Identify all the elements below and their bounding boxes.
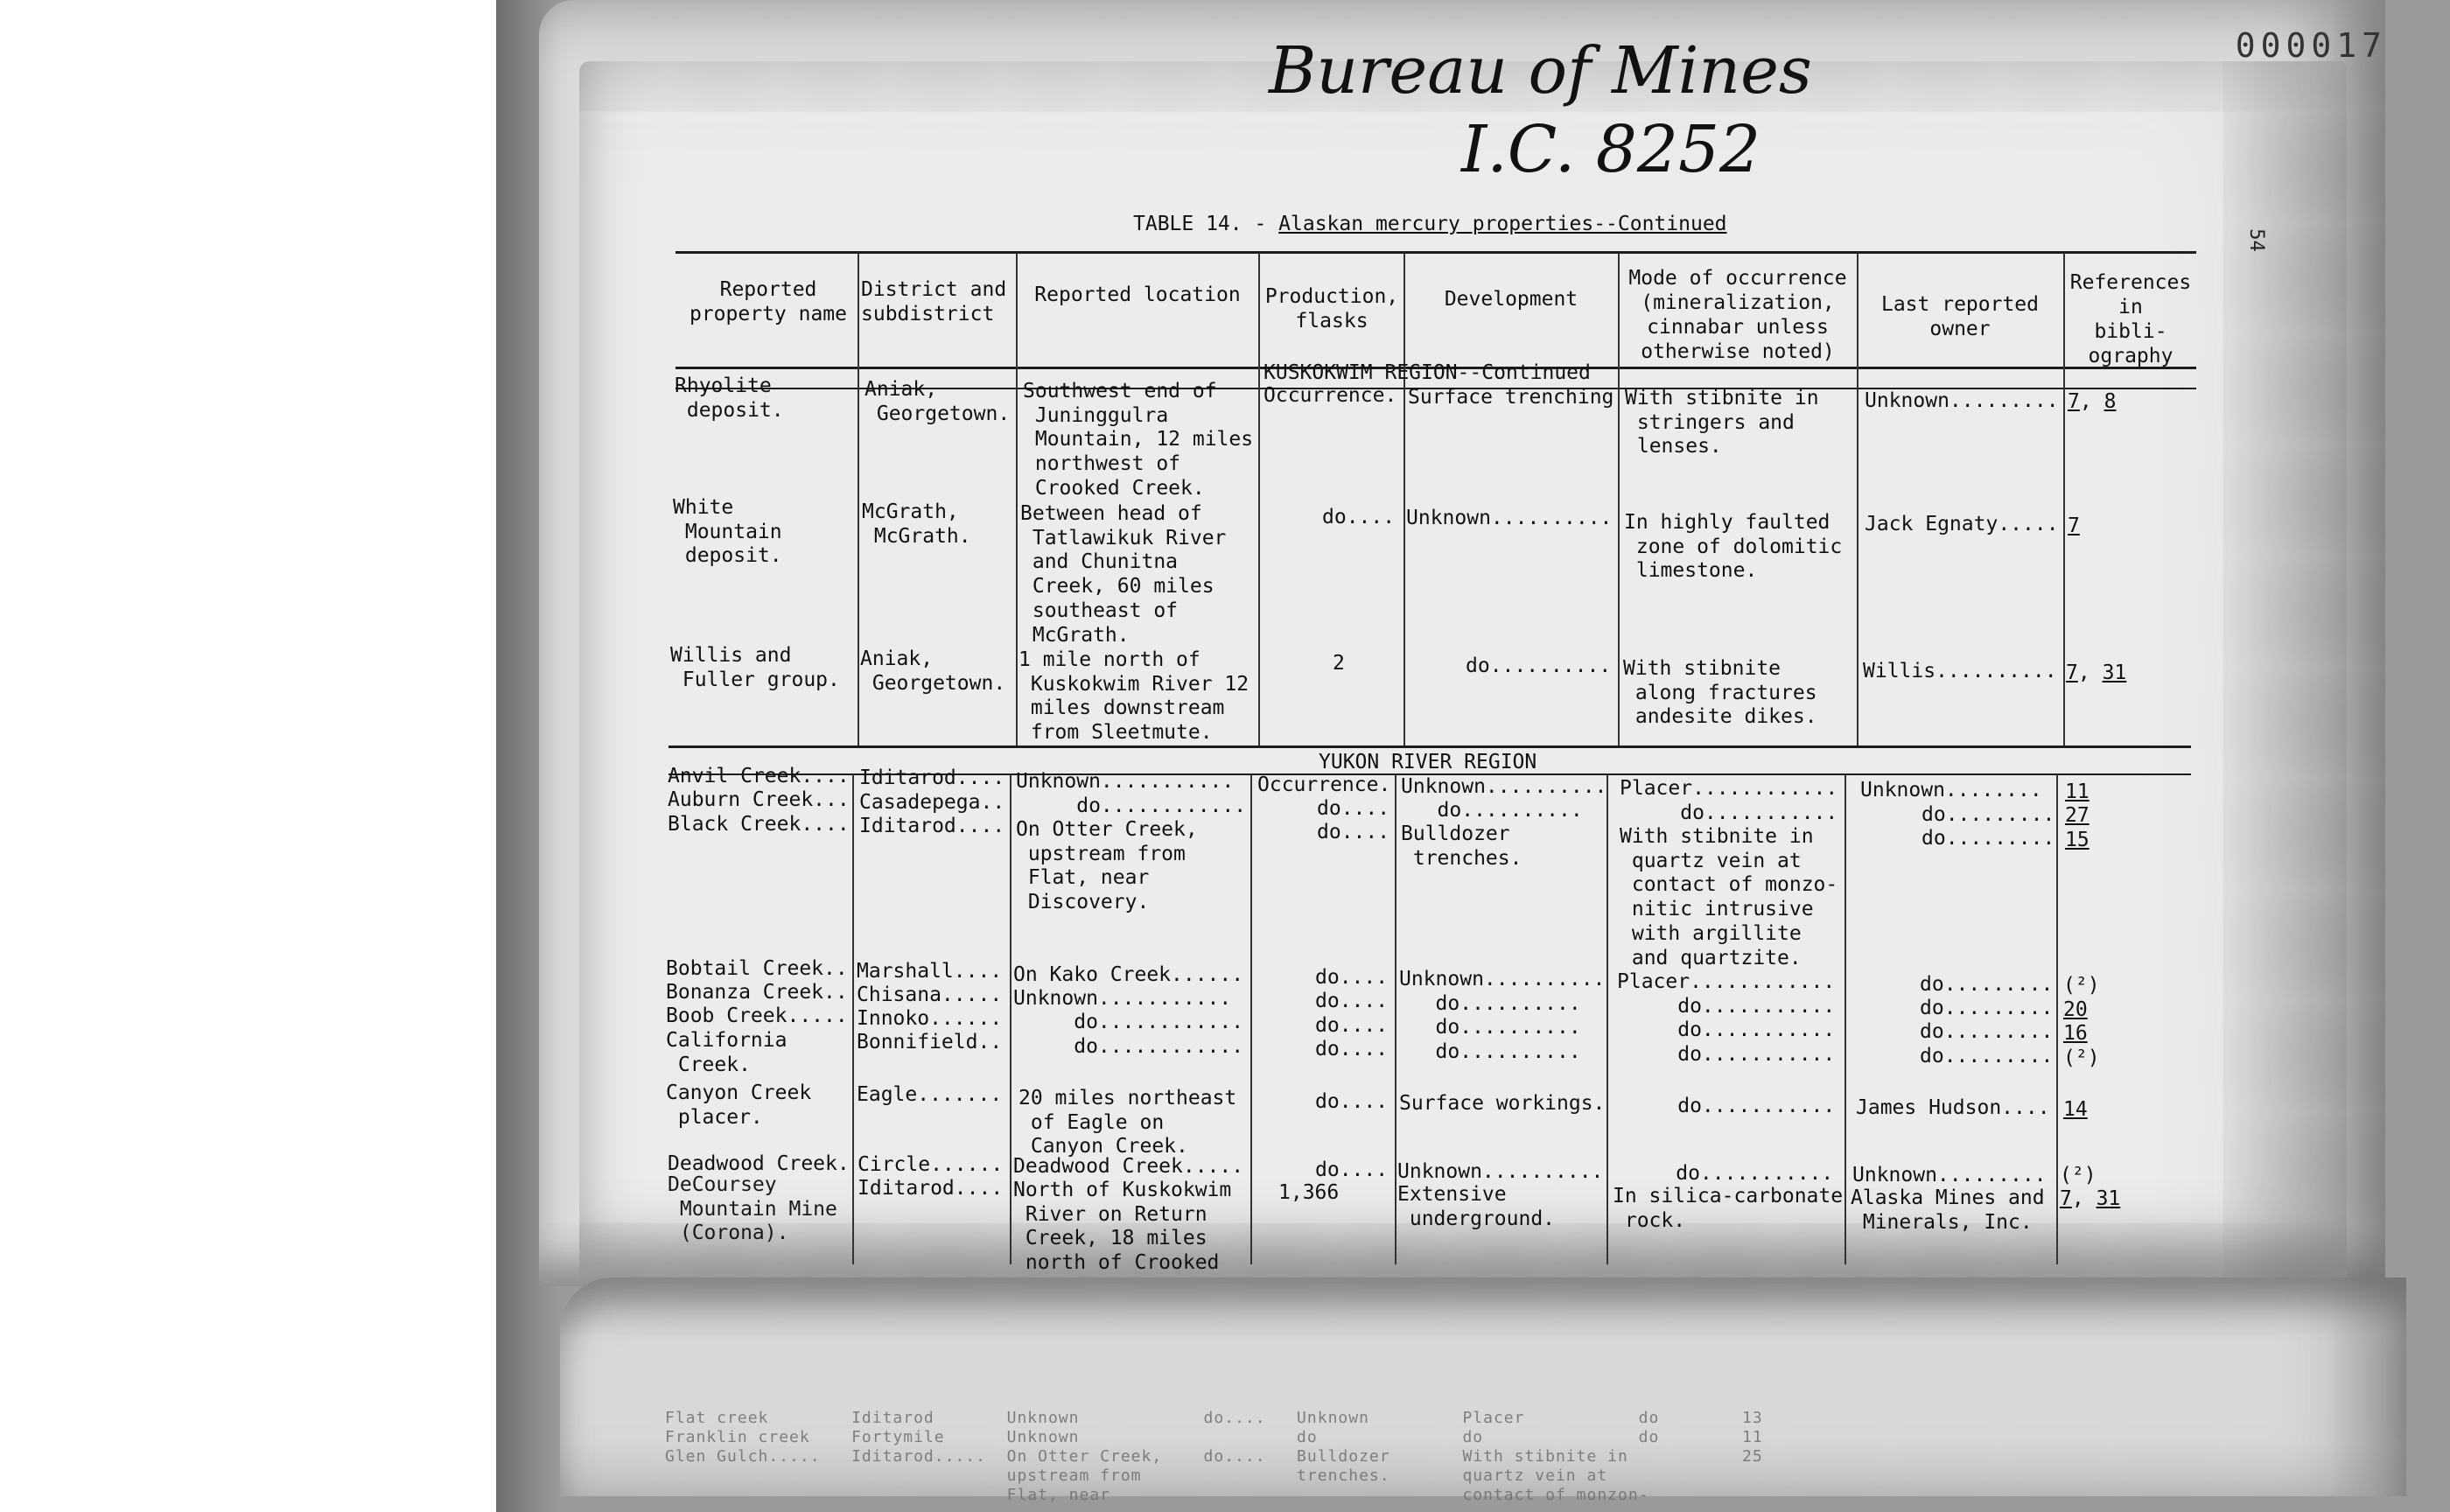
cell-production: Occurrence. (1264, 384, 1397, 407)
col-divider (1250, 774, 1252, 1264)
cell-mode: In highly faulted zone of dolomitic limestone. (1624, 511, 1843, 583)
cell-development: do.......... (1399, 1040, 1581, 1063)
cell-property: Anvil Creek.... (668, 765, 850, 788)
reference-link: 14 (2063, 1098, 2088, 1121)
cell-property: Auburn Creek... (668, 788, 850, 811)
cell-owner: Alaska Mines and Minerals, Inc. (1851, 1186, 2045, 1234)
cell-mode: do........... (1617, 1043, 1836, 1066)
col-divider (1016, 253, 1018, 746)
handwritten-note-line1: Bureau of Mines (1269, 33, 1812, 108)
cell-references (2063, 998, 2088, 1023)
cell-location: Deadwood Creek..... (1013, 1155, 1244, 1178)
cell-district: Casadepega.. (859, 791, 1005, 814)
ghost-text-line: Glen Gulch..... Iditarod..... On Otter Creek, do.... Bulldozer With stibnite in 25 (665, 1447, 1763, 1466)
cell-district: Innoko...... (857, 1007, 1003, 1030)
ghost-text-line: Franklin creek Fortymile Unknown do do do 11 (665, 1428, 1763, 1446)
reference-link: 7 (2068, 514, 2080, 537)
cell-property: Willis and Fuller group. (670, 644, 840, 691)
cell-development: do.......... (1466, 654, 1612, 677)
page-stamp-number: 000017 (2235, 26, 2387, 65)
reference-footnote: (²) (2063, 974, 2100, 997)
col-divider (858, 253, 859, 746)
cell-owner: Unknown......... (1852, 1164, 2047, 1186)
cell-references (2063, 1098, 2088, 1123)
reference-link: 20 (2063, 998, 2088, 1021)
cell-location: do............ (1013, 1035, 1244, 1058)
cell-mode: Placer............ (1617, 970, 1836, 993)
cell-property: Canyon Creek placer. (666, 1082, 812, 1129)
cell-production: 1,366 (1278, 1181, 1340, 1204)
cell-production: do.... (1315, 966, 1389, 989)
cell-mode: do........... (1617, 995, 1836, 1018)
col-divider (1844, 774, 1846, 1264)
cell-owner: Jack Egnaty..... (1865, 513, 2059, 536)
cell-development: Unknown.......... (1397, 1160, 1604, 1183)
cell-production: 2 (1333, 652, 1345, 675)
cell-owner: do......... (1920, 1045, 2054, 1068)
cell-property: Bobtail Creek.. (666, 957, 848, 980)
cell-references (2065, 780, 2090, 805)
cell-references (2063, 1046, 2100, 1071)
cell-property: Bonanza Creek.. (666, 981, 848, 1004)
cell-production: do.... (1315, 1158, 1389, 1181)
cell-owner: Unknown......... (1865, 389, 2059, 412)
cell-owner: do......... (1920, 1020, 2054, 1043)
cell-owner: do......... (1922, 827, 2055, 850)
cell-owner: James Hudson.... (1856, 1096, 2050, 1119)
cell-mode: do........... (1615, 1162, 1834, 1185)
reference-link: 7 (2068, 390, 2080, 413)
cell-property: White Mountain deposit. (673, 496, 782, 568)
cell-property: Black Creek.... (668, 813, 850, 836)
cell-location: 20 miles northeast of Eagle on Canyon Creek. (1018, 1087, 1237, 1158)
cell-mode: do........... (1620, 802, 1838, 824)
cell-production: do.... (1317, 821, 1390, 844)
table-caption (1133, 213, 1727, 235)
cell-property: Deadwood Creek. (668, 1152, 850, 1175)
cell-location: do............ (1016, 794, 1247, 817)
cell-owner: do......... (1920, 973, 2054, 996)
cell-development: Unknown.......... (1406, 507, 1613, 529)
ghost-text-line: upstream from trenches. quartz vein at (665, 1466, 1608, 1485)
column-header: Development (1444, 288, 1578, 311)
caption-prefix: TABLE 14. - (1133, 213, 1279, 235)
cell-production: do.... (1317, 797, 1390, 820)
ghost-text-line: Flat creek Iditarod Unknown do.... Unknown Placer do 13 (665, 1409, 1763, 1427)
column-header: Last reported owner (1880, 293, 2039, 340)
cell-references (2060, 1164, 2096, 1188)
cell-production: do.... (1315, 1038, 1389, 1060)
cell-production: Occurrence. (1257, 774, 1391, 796)
cell-district: Aniak, Georgetown. (860, 648, 1006, 695)
cell-development: Unknown.......... (1399, 968, 1606, 990)
table-top-rule (676, 251, 2196, 254)
cell-development: do.......... (1401, 799, 1583, 822)
cell-mode: do........... (1617, 1095, 1836, 1117)
cell-district: Iditarod.... (859, 766, 1005, 789)
reference-link: 31 (2096, 1187, 2121, 1210)
column-header: District and subdistrict (861, 278, 1007, 326)
cell-property: DeCoursey Mountain Mine (Corona). (668, 1173, 837, 1245)
cell-mode: Placer............ (1620, 777, 1838, 800)
cell-production: do.... (1315, 1014, 1389, 1037)
cell-location: 1 mile north of Kuskokwim River 12 miles downstream from Sleetmute. (1018, 648, 1250, 745)
handwritten-note-line2: I.C. 8252 (1461, 112, 1761, 187)
column-header: Reported property name (689, 278, 847, 326)
cell-district: Aniak, Georgetown. (864, 378, 1011, 425)
cell-references: 7, 31 (2060, 1187, 2121, 1210)
cell-property: Rhyolite deposit. (675, 374, 784, 422)
cell-development: Bulldozer trenches. (1401, 822, 1522, 870)
folded-page-edge (560, 1278, 2406, 1504)
cell-development: Unknown.......... (1401, 775, 1607, 798)
caption-title: Alaskan mercury properties--Continued (1278, 213, 1727, 235)
cell-development: do.......... (1399, 992, 1581, 1015)
cell-location: On Kako Creek...... (1013, 963, 1244, 986)
reference-link: 11 (2065, 780, 2090, 803)
cell-district: Marshall.... (857, 960, 1003, 983)
cell-location: North of Kuskokwim River on Return Creek, 18 miles north of Crooked (1013, 1179, 1232, 1275)
col-divider (852, 774, 854, 1264)
cell-mode: do........... (1617, 1018, 1836, 1041)
cell-owner: do......... (1920, 997, 2054, 1019)
cell-mode: With stibnite in quartz vein at contact of monzo- nitic intrusive with argillite and quartzite. (1620, 825, 1838, 970)
cell-location: Unknown........... (1016, 770, 1235, 793)
col-divider (1010, 774, 1012, 1264)
region-heading-kuskokwim: KUSKOKWIM REGION--Continued (1264, 361, 1591, 384)
cell-mode: With stibnite along fractures andesite dikes. (1623, 657, 1817, 729)
cell-district: Iditarod.... (858, 1177, 1004, 1200)
reference-link: 31 (2102, 662, 2127, 684)
cell-development: Surface trenching (1408, 386, 1614, 409)
cell-district: McGrath, McGrath. (862, 500, 971, 548)
col-divider (1606, 774, 1608, 1264)
cell-location: do............ (1013, 1011, 1244, 1033)
cell-references (2068, 514, 2080, 539)
cell-owner: Willis.......... (1863, 660, 2057, 682)
cell-property: California Creek. (666, 1029, 788, 1076)
reference-link: 7 (2066, 662, 2078, 684)
cell-development: do.......... (1399, 1016, 1581, 1039)
region-heading-yukon: YUKON RIVER REGION (1319, 751, 1537, 774)
cell-development: Surface workings. (1399, 1092, 1606, 1115)
cell-district: Bonnifield.. (857, 1031, 1003, 1054)
cell-references (2065, 804, 2090, 829)
ghost-text-line: Flat, near contact of monzon- (665, 1486, 1649, 1504)
reference-link: 8 (2104, 390, 2117, 413)
column-header: Reported location (1034, 284, 1241, 306)
col-divider (1395, 774, 1396, 1264)
cell-references (2065, 829, 2090, 853)
cell-district: Circle...... (858, 1153, 1004, 1176)
cell-references: 7, 8 (2068, 390, 2117, 413)
column-header: References in bibli- ography (2069, 271, 2192, 368)
cell-production: do.... (1315, 1090, 1389, 1113)
cell-owner: do......... (1922, 803, 2055, 826)
reference-footnote: (²) (2063, 1046, 2100, 1069)
page-number: 54 (2244, 228, 2267, 252)
reference-link: 15 (2065, 829, 2090, 851)
reference-link: 27 (2065, 804, 2090, 827)
cell-references: 7, 31 (2066, 662, 2127, 684)
column-header: Production, flasks (1264, 285, 1399, 332)
cell-mode: In silica-carbonate rock. (1613, 1185, 1844, 1232)
reference-link: 7 (2060, 1187, 2072, 1210)
cell-location: On Otter Creek, upstream from Flat, near Discovery. (1016, 818, 1198, 914)
cell-production: do.... (1322, 506, 1396, 528)
cell-district: Eagle....... (857, 1083, 1003, 1106)
reference-footnote: (²) (2060, 1164, 2096, 1186)
reference-link: 16 (2063, 1022, 2088, 1045)
cell-production: do.... (1315, 990, 1389, 1012)
cell-property: Boob Creek..... (666, 1004, 848, 1027)
cell-references (2063, 974, 2100, 998)
column-header: Mode of occurrence (mineralization, cinnabar unless otherwise noted) (1628, 267, 1847, 363)
cell-development: Extensive underground. (1397, 1183, 1556, 1230)
cell-location: Southwest end of Juninggulra Mountain, 12 miles northwest of Crooked Creek. (1023, 380, 1254, 500)
cell-location: Unknown........... (1013, 987, 1232, 1010)
col-divider (1404, 253, 1405, 746)
cell-district: Iditarod.... (859, 815, 1005, 837)
yukon-top-rule (668, 746, 2191, 748)
cell-district: Chisana..... (857, 984, 1003, 1006)
cell-mode: With stibnite in stringers and lenses. (1625, 387, 1819, 458)
col-divider (2056, 774, 2058, 1264)
cell-owner: Unknown........ (1860, 779, 2042, 802)
cell-references (2063, 1022, 2088, 1046)
cell-location: Between head of Tatlawikuk River and Chunitna Creek, 60 miles southeast of McGrath. (1020, 502, 1227, 647)
